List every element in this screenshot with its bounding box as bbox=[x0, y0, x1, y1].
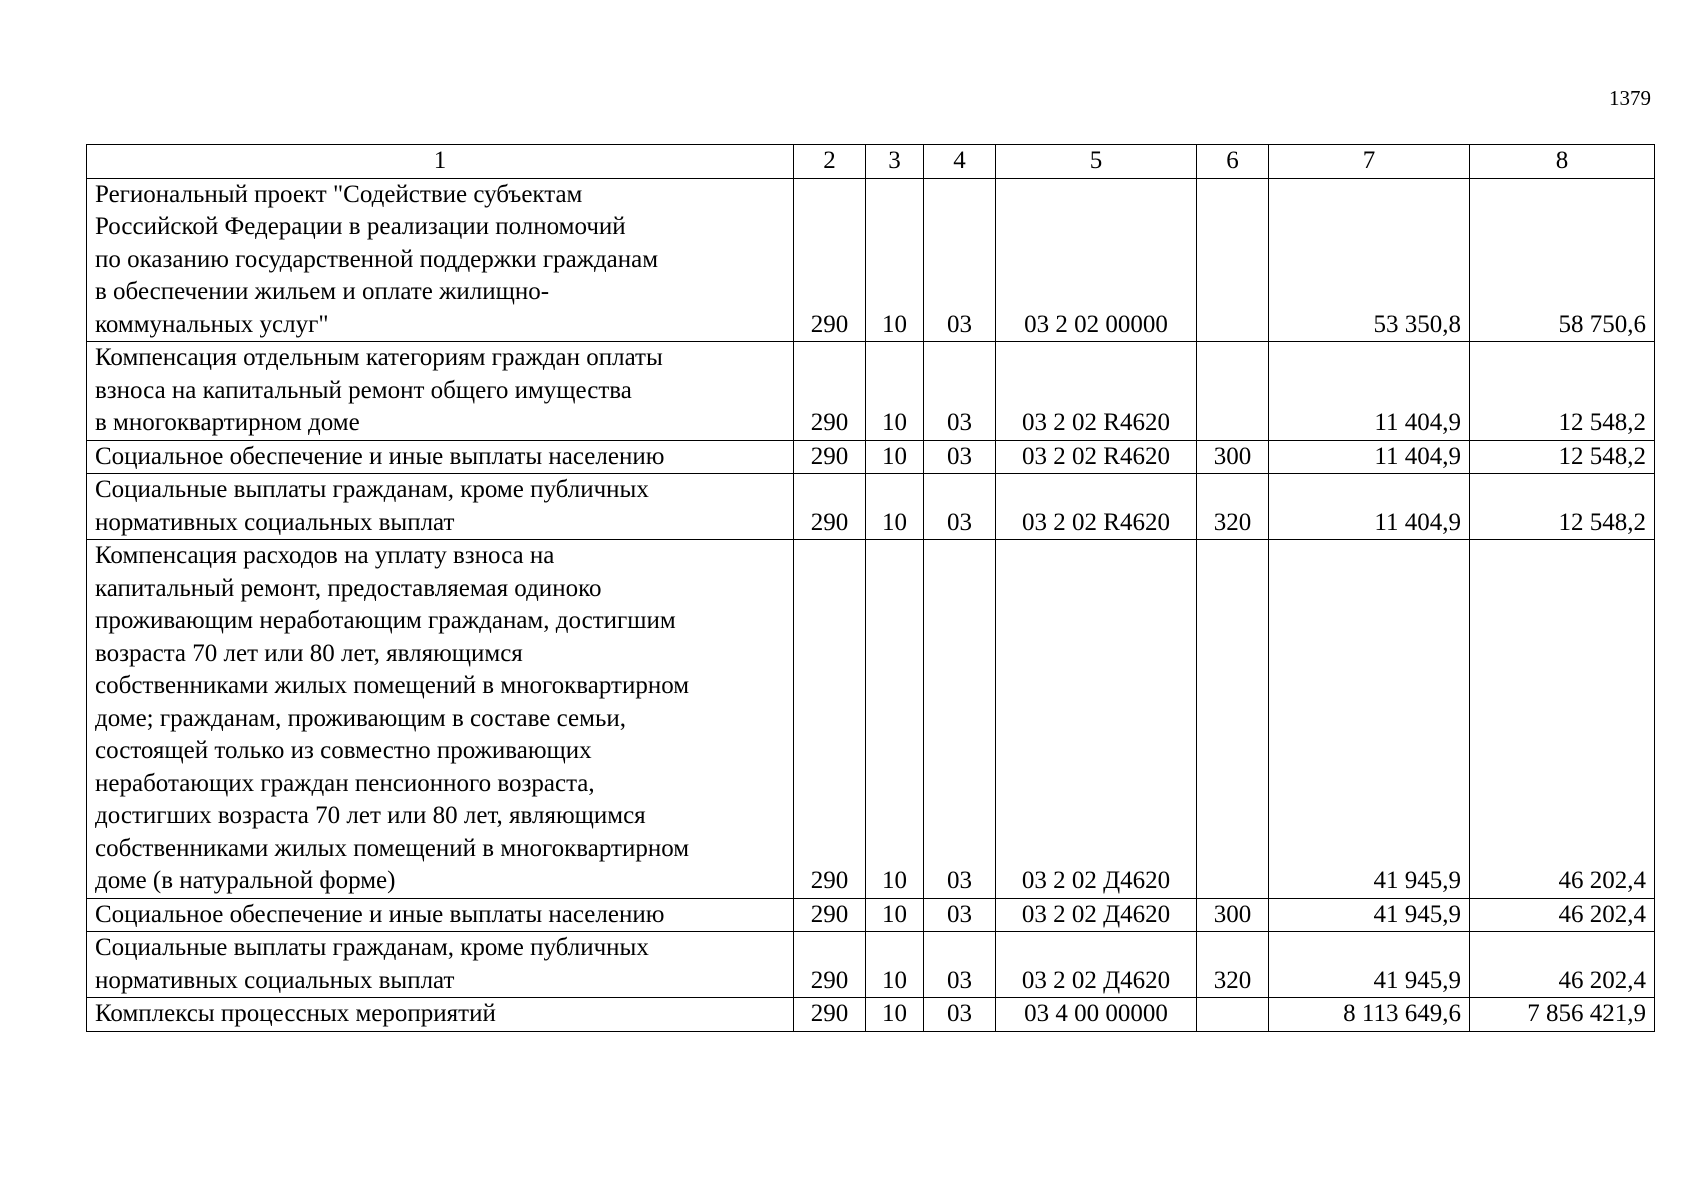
ministry-code-cell: 290 bbox=[794, 178, 866, 342]
ministry-code-cell: 290 bbox=[794, 540, 866, 899]
row-name-line: по оказанию государственной поддержки гражданам bbox=[95, 245, 659, 273]
row-name-line: капитальный ремонт, предоставляемая одиноко bbox=[95, 574, 602, 602]
amount-year1-cell: 8 113 649,6 bbox=[1269, 998, 1470, 1032]
expense-type-cell bbox=[1197, 540, 1269, 899]
page-number: 1379 bbox=[1609, 86, 1651, 110]
budget-table bbox=[86, 144, 1655, 1032]
row-name-cell bbox=[87, 898, 794, 932]
row-name-line: в многоквартирном доме bbox=[95, 409, 360, 436]
section-code-cell: 10 bbox=[866, 540, 924, 899]
expense-type-cell: 300 bbox=[1197, 898, 1269, 932]
row-name-line: достигших возраста 70 лет или 80 лет, являющимся bbox=[95, 802, 646, 829]
row-name-cell bbox=[87, 998, 794, 1032]
row-name-cell bbox=[87, 932, 794, 998]
subsection-code-cell: 03 bbox=[924, 474, 996, 540]
amount-year2-cell: 46 202,4 bbox=[1470, 540, 1655, 899]
section-code-cell: 10 bbox=[866, 932, 924, 998]
row-name-line: нормативных социальных выплат bbox=[95, 508, 455, 536]
target-article-cell: 03 2 02 R4620 bbox=[996, 342, 1197, 441]
row-name-cell bbox=[87, 178, 794, 342]
amount-year1-cell: 11 404,9 bbox=[1269, 474, 1470, 540]
ministry-code-cell: 290 bbox=[794, 440, 866, 474]
expense-type-cell: 320 bbox=[1197, 474, 1269, 540]
row-name-line: доме; гражданам, проживающим в составе семьи, bbox=[95, 704, 626, 732]
amount-year1-cell: 41 945,9 bbox=[1269, 898, 1470, 932]
subsection-code-cell: 03 bbox=[924, 440, 996, 474]
row-name-line: Комплексы процессных мероприятий bbox=[95, 1000, 496, 1027]
row-name-line: Социальные выплаты гражданам, кроме публичных bbox=[95, 476, 649, 503]
header-cell-6: 6 bbox=[1197, 145, 1269, 179]
header-cell-1: 1 bbox=[87, 145, 794, 179]
amount-year1-cell: 53 350,8 bbox=[1269, 178, 1470, 342]
table-row bbox=[87, 540, 1655, 899]
ministry-code-cell: 290 bbox=[794, 474, 866, 540]
row-name-line: неработающих граждан пенсионного возраста, bbox=[95, 769, 595, 797]
amount-year1-cell: 11 404,9 bbox=[1269, 440, 1470, 474]
target-article-cell: 03 2 02 Д4620 bbox=[996, 898, 1197, 932]
row-name-line: собственниками жилых помещений в многоквартирном bbox=[95, 834, 690, 862]
target-article-cell: 03 2 02 Д4620 bbox=[996, 540, 1197, 899]
target-article-cell: 03 2 02 Д4620 bbox=[996, 932, 1197, 998]
row-name-cell bbox=[87, 540, 794, 899]
table-row bbox=[87, 178, 1655, 342]
table-row bbox=[87, 342, 1655, 441]
row-name-line: Российской Федерации в реализации полномочий bbox=[95, 213, 626, 240]
target-article-cell: 03 2 02 R4620 bbox=[996, 440, 1197, 474]
header-cell-2: 2 bbox=[794, 145, 866, 179]
amount-year2-cell: 46 202,4 bbox=[1470, 898, 1655, 932]
row-name-line: Социальное обеспечение и иные выплаты населению bbox=[95, 442, 665, 470]
header-cell-8: 8 bbox=[1470, 145, 1655, 179]
subsection-code-cell: 03 bbox=[924, 540, 996, 899]
subsection-code-cell: 03 bbox=[924, 932, 996, 998]
subsection-code-cell: 03 bbox=[924, 342, 996, 441]
row-name-line: Социальное обеспечение и иные выплаты населению bbox=[95, 900, 665, 928]
row-name-line: в обеспечении жильем и оплате жилищно- bbox=[95, 278, 550, 305]
amount-year2-cell: 12 548,2 bbox=[1470, 440, 1655, 474]
row-name-line: собственниками жилых помещений в многоквартирном bbox=[95, 672, 690, 699]
amount-year1-cell: 11 404,9 bbox=[1269, 342, 1470, 441]
ministry-code-cell: 290 bbox=[794, 342, 866, 441]
table-row bbox=[87, 474, 1655, 540]
header-cell-3: 3 bbox=[866, 145, 924, 179]
table-row bbox=[87, 440, 1655, 474]
row-name-cell bbox=[87, 342, 794, 441]
row-name-line: возраста 70 лет или 80 лет, являющимся bbox=[95, 639, 523, 667]
header-cell-4: 4 bbox=[924, 145, 996, 179]
target-article-cell: 03 2 02 00000 bbox=[996, 178, 1197, 342]
target-article-cell: 03 4 00 00000 bbox=[996, 998, 1197, 1032]
row-name-line: состоящей только из совместно проживающих bbox=[95, 737, 592, 764]
section-code-cell: 10 bbox=[866, 178, 924, 342]
table-body bbox=[87, 145, 1655, 1032]
row-name-line: взноса на капитальный ремонт общего имущества bbox=[95, 376, 632, 404]
section-code-cell: 10 bbox=[866, 474, 924, 540]
ministry-code-cell: 290 bbox=[794, 998, 866, 1032]
amount-year2-cell: 46 202,4 bbox=[1470, 932, 1655, 998]
amount-year2-cell: 7 856 421,9 bbox=[1470, 998, 1655, 1032]
amount-year2-cell: 58 750,6 bbox=[1470, 178, 1655, 342]
row-name-line: Региональный проект "Содействие субъектам bbox=[95, 180, 583, 208]
row-name-cell bbox=[87, 440, 794, 474]
table-row bbox=[87, 898, 1655, 932]
amount-year2-cell: 12 548,2 bbox=[1470, 474, 1655, 540]
row-name-cell bbox=[87, 474, 794, 540]
section-code-cell: 10 bbox=[866, 440, 924, 474]
subsection-code-cell: 03 bbox=[924, 998, 996, 1032]
amount-year1-cell: 41 945,9 bbox=[1269, 932, 1470, 998]
subsection-code-cell: 03 bbox=[924, 178, 996, 342]
header-row bbox=[87, 145, 1655, 179]
row-name-line: проживающим неработающим гражданам, достигшим bbox=[95, 607, 676, 634]
row-name-line: Компенсация отдельным категориям граждан оплаты bbox=[95, 344, 663, 371]
row-name-line: доме (в натуральной форме) bbox=[95, 867, 396, 894]
expense-type-cell: 300 bbox=[1197, 440, 1269, 474]
amount-year2-cell: 12 548,2 bbox=[1470, 342, 1655, 441]
section-code-cell: 10 bbox=[866, 898, 924, 932]
expense-type-cell bbox=[1197, 342, 1269, 441]
table-row bbox=[87, 932, 1655, 998]
table-row bbox=[87, 998, 1655, 1032]
section-code-cell: 10 bbox=[866, 998, 924, 1032]
target-article-cell: 03 2 02 R4620 bbox=[996, 474, 1197, 540]
row-name-line: коммунальных услуг" bbox=[95, 310, 329, 338]
row-name-line: Компенсация расходов на уплату взноса на bbox=[95, 542, 555, 569]
expense-type-cell bbox=[1197, 998, 1269, 1032]
ministry-code-cell: 290 bbox=[794, 932, 866, 998]
expense-type-cell: 320 bbox=[1197, 932, 1269, 998]
section-code-cell: 10 bbox=[866, 342, 924, 441]
ministry-code-cell: 290 bbox=[794, 898, 866, 932]
row-name-line: Социальные выплаты гражданам, кроме публичных bbox=[95, 934, 649, 961]
subsection-code-cell: 03 bbox=[924, 898, 996, 932]
amount-year1-cell: 41 945,9 bbox=[1269, 540, 1470, 899]
header-cell-5: 5 bbox=[996, 145, 1197, 179]
expense-type-cell bbox=[1197, 178, 1269, 342]
header-cell-7: 7 bbox=[1269, 145, 1470, 179]
row-name-line: нормативных социальных выплат bbox=[95, 966, 455, 994]
